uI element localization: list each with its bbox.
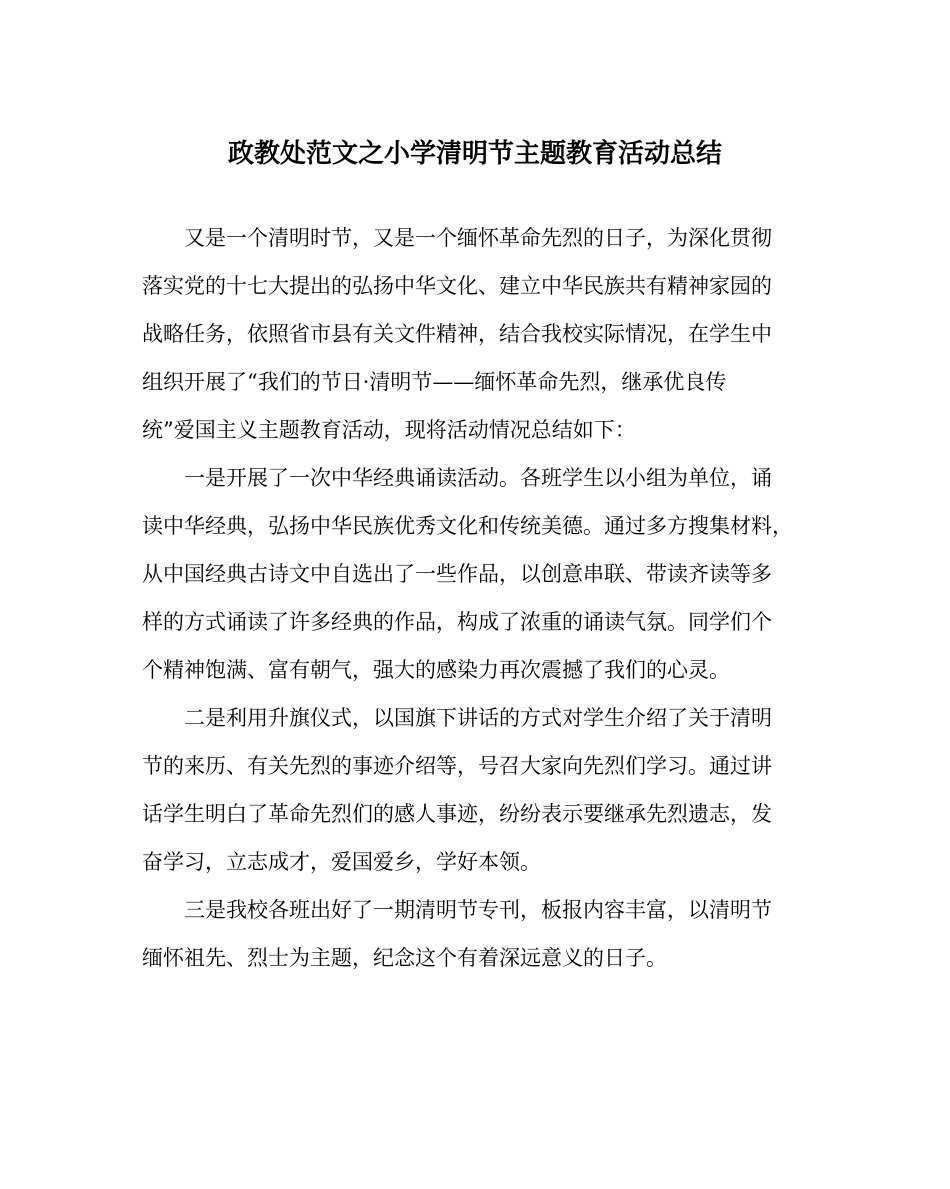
paragraph-1-line-4: 组织开展了“我们的节日·清明节——缅怀革命先烈，继承优良传 [142, 370, 727, 394]
paragraph-4-line-2: 缅怀祖先、烈士为主题，纪念这个有着深远意义的日子。 [142, 946, 667, 970]
document-body [142, 214, 808, 982]
paragraph-1-line-3: 战略任务，依照省市县有关文件精神，结合我校实际情况，在学生中 [142, 322, 772, 346]
paragraph-2-line-4: 样的方式诵读了许多经典的作品，构成了浓重的诵读气氛。同学们个 [142, 610, 772, 634]
paragraph-2-line-1: 一是开展了一次中华经典诵读活动。各班学生以小组为单位，诵 [184, 466, 772, 490]
paragraph-1-line-1: 又是一个清明时节，又是一个缅怀革命先烈的日子，为深化贯彻 [184, 226, 772, 250]
paragraph-3-line-3: 话学生明白了革命先烈们的感人事迹，纷纷表示要继承先烈遗志，发 [142, 802, 772, 826]
paragraph-1-line-5: 统”爱国主义主题教育活动，现将活动情况总结如下： [142, 418, 636, 442]
paragraph-3-line-2: 节的来历、有关先烈的事迹介绍等，号召大家向先烈们学习。通过讲 [142, 754, 772, 778]
paragraph-3-line-4: 奋学习，立志成才，爱国爱乡，学好本领。 [142, 850, 541, 874]
paragraph-2-line-5: 个精神饱满、富有朝气，强大的感染力再次震撼了我们的心灵。 [142, 658, 730, 682]
paragraph-1-line-2: 落实党的十七大提出的弘扬中华文化、建立中华民族共有精神家园的 [142, 274, 772, 298]
paragraph-2-line-3: 从中国经典古诗文中自选出了一些作品，以创意串联、带读齐读等多 [142, 562, 772, 586]
paragraph-2-line-2: 读中华经典，弘扬中华民族优秀文化和传统美德。通过多方搜集材料， [142, 514, 793, 538]
document-title: 政教处范文之小学清明节主题教育活动总结 [227, 139, 722, 169]
paragraph-3-line-1: 二是利用升旗仪式，以国旗下讲话的方式对学生介绍了关于清明 [184, 706, 772, 730]
paragraph-4-line-1: 三是我校各班出好了一期清明节专刊，板报内容丰富，以清明节 [184, 898, 772, 922]
